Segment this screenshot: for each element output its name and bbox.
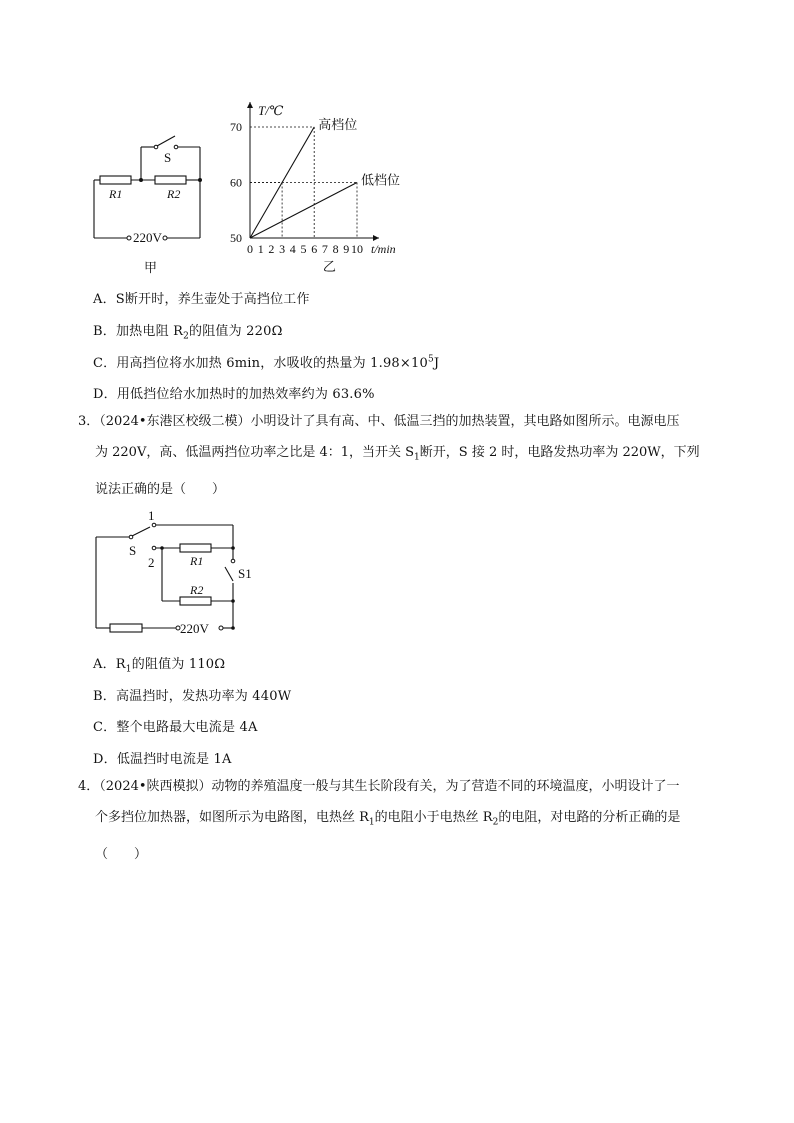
circuit-diagram-jia (85, 125, 215, 275)
q2-option-c (93, 352, 439, 371)
question-text: 的电阻，对电路的分析正确的是 (498, 810, 681, 825)
resistor-r2 (180, 597, 211, 605)
y-tick-label: 50 (230, 231, 242, 245)
q2-option-a (93, 288, 310, 307)
switch-s1 (225, 567, 233, 581)
question-number: 4． (78, 779, 100, 794)
q4-line-1 (78, 771, 718, 802)
option-text: 的阻值为 220Ω (189, 324, 283, 339)
option-text: 整个电路最大电流是 4A (116, 720, 258, 735)
x-tick-label: 3 (279, 242, 286, 256)
switch-s (157, 136, 175, 146)
q3-option-a (93, 653, 225, 675)
option-text: J (433, 356, 440, 371)
temperature-time-chart (228, 98, 468, 278)
option-text: 用高挡位将水加热 6min，水吸收的热量为 1.98×10 (116, 356, 428, 371)
option-letter: B． (93, 324, 116, 339)
resistor-r2 (155, 176, 186, 184)
q3-option-d (93, 748, 232, 767)
r2-label: R2 (167, 187, 181, 201)
resistor-r1 (100, 176, 131, 184)
option-letter: B． (93, 689, 116, 704)
question-number: 3． (78, 414, 100, 429)
x-tick-label: 6 (311, 242, 318, 256)
y-axis-label: T/℃ (258, 103, 284, 118)
x-tick-label: 5 (300, 242, 307, 256)
contact-1-label: 1 (148, 508, 155, 523)
option-letter: A． (93, 657, 116, 672)
x-tick-label: 0 (247, 242, 253, 256)
subscript: 1 (125, 664, 132, 675)
figure-caption-jia: 甲 (144, 260, 158, 275)
subscript: 2 (492, 817, 499, 828)
x-tick-label: 4 (289, 242, 296, 256)
q3-line-1 (78, 406, 718, 437)
option-text: 的阻值为 110Ω (131, 657, 226, 672)
q4-line-3: （ ） (95, 846, 148, 862)
switch-s-label: S (129, 543, 137, 558)
resistor-r1 (180, 544, 211, 552)
option-letter: D． (93, 752, 117, 767)
y-tick-label: 70 (230, 120, 242, 134)
r2-label: R2 (190, 583, 204, 597)
q2-option-d (93, 383, 375, 402)
q3-stem (78, 406, 718, 505)
question-source: （2024•东港区校级二模） (99, 414, 251, 429)
x-tick-label: 1 (257, 242, 264, 256)
r1-label: R1 (190, 554, 204, 568)
contact-2-label: 2 (148, 555, 155, 570)
option-text: 用低挡位给水加热时的加热效率约为 63.6% (116, 387, 375, 402)
option-text: 高温挡时，发热功率为 440W (115, 689, 292, 704)
q4-line-2 (78, 802, 718, 839)
switch-s1-label: S1 (238, 566, 252, 581)
x-axis-arrow (373, 235, 379, 241)
question-text: 小明设计了具有高、中、低温三挡的加热装置，其电路如图所示。电源电压 (250, 414, 680, 429)
figure-caption-yi: 乙 (322, 259, 336, 274)
q3-line-2 (78, 437, 718, 474)
superscript: 5 (427, 354, 434, 365)
option-letter: C． (93, 720, 117, 735)
series-label-low: 低档位 (361, 172, 401, 188)
q3-line-3: 说法正确的是（ ） (95, 481, 226, 497)
q3-option-c (93, 716, 258, 735)
series-label-high: 高档位 (318, 117, 358, 132)
x-axis-label: t/min (371, 242, 396, 256)
x-tick-label: 7 (321, 242, 328, 256)
heater-element (110, 624, 142, 632)
question-text: 的电阻小于电热丝 R (374, 810, 493, 825)
voltage-label: 220V (133, 230, 162, 245)
option-text: 低温挡时电流是 1A (116, 752, 232, 767)
q3-option-b (93, 685, 291, 704)
q2-option-b (93, 320, 283, 342)
question-text: 动物的养殖温度一般与其生长阶段有关，为了营造不同的环境温度，小明设计了一 (211, 779, 680, 794)
x-tick-label: 8 (332, 242, 339, 256)
option-letter: A． (93, 292, 116, 307)
r1-label: R1 (109, 187, 123, 201)
q4-stem (78, 771, 718, 870)
switch-s (132, 527, 150, 536)
x-tick-label: 9 (343, 242, 350, 256)
x-tick-label: 10 (351, 242, 363, 256)
switch-s-label: S (164, 150, 172, 165)
subscript: 1 (368, 817, 375, 828)
circuit-diagram-q3 (90, 505, 270, 640)
x-tick-label: 2 (268, 242, 275, 256)
option-letter: C． (93, 356, 117, 371)
question-text: 为 220V，高、低温两挡位功率之比是 4：1，当开关 S (95, 445, 415, 460)
option-text: 加热电阻 R (115, 324, 184, 339)
question-text: 断开，S 接 2 时，电路发热功率为 220W，下列 (419, 445, 700, 460)
voltage-label: 220V (180, 621, 209, 636)
subscript: 2 (183, 331, 190, 342)
option-letter: D． (93, 387, 117, 402)
option-text: R (115, 657, 126, 672)
option-text: S断开时，养生壶处于高挡位工作 (115, 292, 310, 307)
y-axis-arrow (247, 102, 253, 108)
question-source: （2024•陕西模拟） (99, 779, 212, 794)
question-text: 个多挡位加热器，如图所示为电路图，电热丝 R (95, 810, 369, 825)
y-tick-label: 60 (230, 175, 242, 190)
subscript: 1 (414, 452, 420, 463)
